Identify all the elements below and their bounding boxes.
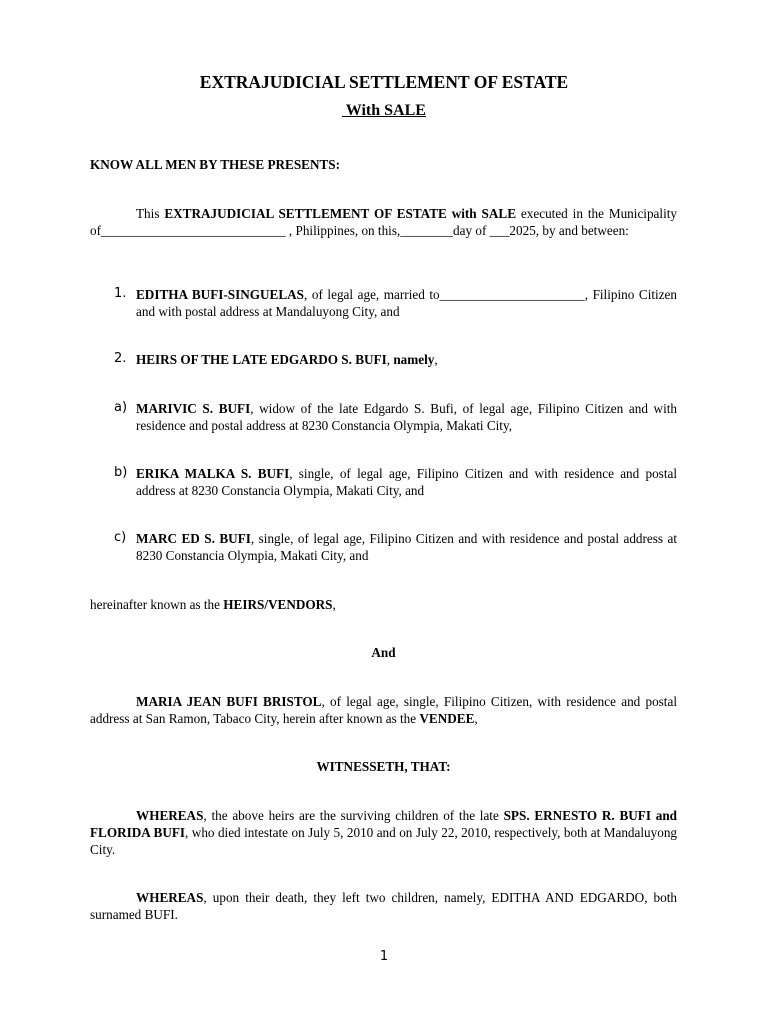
and-separator: And (371, 645, 396, 660)
list-marker-c: c) (114, 530, 127, 545)
hereinafter-paragraph (90, 596, 677, 613)
witnesseth-heading: WITNESSETH, THAT: (316, 759, 451, 774)
whereas-1-text-a: , the above heirs are the surviving children of the late (203, 808, 504, 823)
whereas-2-keyword: WHEREAS (136, 890, 204, 905)
document-subtitle (90, 102, 678, 120)
whereas-paragraph-1 (90, 807, 677, 858)
party-heirs-end: , (434, 352, 438, 367)
whereas-paragraph-2 (90, 889, 677, 923)
vendee-text: , of legal age, single, Filipino Citizen, with residence and postal address at San Ramon, Tabaco City, herein after known as the (90, 694, 677, 726)
heirs-vendors-label: HEIRS/VENDORS (223, 597, 333, 612)
heir-erika-name: ERIKA MALKA S. BUFI (136, 466, 290, 481)
list-marker-2: 2. (114, 351, 127, 366)
vendee-name: MARIA JEAN BUFI BRISTOL (136, 694, 322, 709)
intro-text-c: executed in the Municipality of____________________________ , Philippines, on this,________day of ___2025, by and between: (90, 206, 677, 238)
whereas-2-text: , upon their death, they left two children, namely, EDITHA AND EDGARDO, both surnamed BUFI. (90, 890, 677, 922)
heir-marivic-name: MARIVIC S. BUFI (136, 401, 251, 416)
hereinafter-text: hereinafter known as the (90, 597, 224, 612)
heir-marc-text: , single, of legal age, Filipino Citizen and with residence and postal address at 8230 Constancia Olympia, Makati City, and (136, 531, 678, 563)
vendee-paragraph (90, 693, 677, 727)
party-editha-name: EDITHA BUFI-SINGUELAS (136, 287, 304, 302)
party-editha-text: , of legal age, married to______________________, Filipino Citizen and with postal address at Mandaluyong City, and (136, 287, 677, 319)
page-number: 1 (379, 949, 389, 964)
party-heirs-name: HEIRS OF THE LATE EDGARDO S. BUFI (136, 352, 387, 367)
heir-marc (136, 530, 677, 564)
whereas-1-text-c: , who died intestate on July 5, 2010 and on July 22, 2010, respectively, both at Mandaluyong City. (90, 825, 678, 857)
hereinafter-end: , (332, 597, 336, 612)
heir-marivic-text: , widow of the late Edgardo S. Bufi, of legal age, Filipino Citizen and with residence and postal address at 8230 Constancia Olympia, Makati City, (136, 401, 677, 433)
intro-text-a: This (136, 206, 165, 221)
list-marker-b: b) (114, 465, 128, 480)
vendee-label: VENDEE (419, 711, 475, 726)
whereas-1-spouses: SPS. ERNESTO R. BUFI and FLORIDA BUFI (90, 808, 677, 840)
document-title: EXTRAJUDICIAL SETTLEMENT OF ESTATE (199, 72, 569, 92)
party-heirs-sep: , (386, 352, 394, 367)
whereas-1-keyword: WHEREAS (136, 808, 204, 823)
intro-paragraph (90, 205, 677, 239)
heir-erika-text: , single, of legal age, Filipino Citizen and with residence and postal address at 8230 Constancia Olympia, Makati City, and (136, 466, 678, 498)
list-marker-a: a) (114, 400, 128, 415)
intro-title-ref: EXTRAJUDICIAL SETTLEMENT OF ESTATE with SALE (164, 206, 516, 221)
heir-marc-name: MARC ED S. BUFI (136, 531, 251, 546)
party-heirs (136, 351, 677, 368)
vendee-end: , (474, 711, 478, 726)
heir-marivic (136, 400, 677, 434)
list-marker-1: 1. (114, 286, 127, 301)
know-all-heading: KNOW ALL MEN BY THESE PRESENTS: (90, 157, 341, 172)
subtitle-text: With SALE (342, 102, 426, 119)
heir-erika (136, 465, 677, 499)
party-heirs-namely: namely (393, 352, 435, 367)
party-editha (136, 286, 677, 320)
